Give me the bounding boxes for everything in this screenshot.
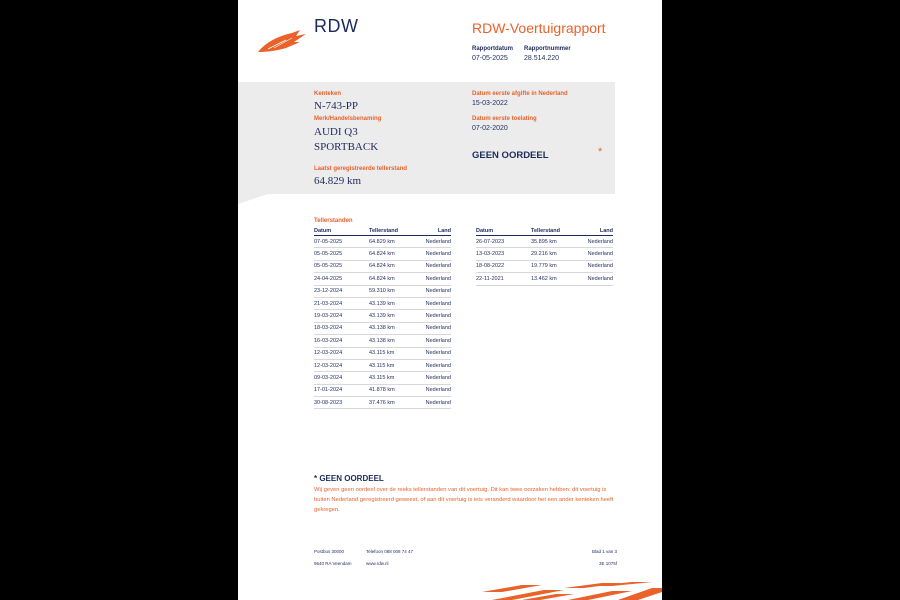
- table-row: [314, 273, 451, 285]
- cell-date: 19-03-2024: [314, 310, 369, 322]
- cell-date: 18-08-2022: [476, 260, 531, 272]
- cell-km: 29.216 km: [531, 248, 581, 260]
- cell-land: Nederland: [419, 248, 451, 260]
- cell-km: 37.476 km: [369, 397, 419, 409]
- table-row: [314, 248, 451, 260]
- report-number-label: Rapportnummer: [524, 46, 571, 52]
- cell-km: 43.115 km: [369, 347, 419, 359]
- cell-land: Nederland: [419, 359, 451, 371]
- table-row: [476, 260, 613, 272]
- table-row: [314, 322, 451, 334]
- cell-land: Nederland: [581, 273, 613, 285]
- odometer-rows-left: [314, 236, 451, 409]
- cell-land: Nederland: [419, 310, 451, 322]
- cell-date: 05-05-2025: [314, 260, 369, 272]
- table-row: [314, 285, 451, 297]
- last-odometer-label: Laatst geregistreerde tellerstand: [314, 166, 408, 172]
- odometer-rows-right: [476, 236, 613, 286]
- first-admission: 07-02-2020: [472, 125, 508, 132]
- footer-phone: Telefoon 088 008 74 47: [366, 549, 414, 554]
- column-header-km: Tellerstand: [369, 227, 419, 236]
- cell-km: 59.310 km: [369, 285, 419, 297]
- first-registration-nl: 15-03-2022: [472, 100, 508, 107]
- cell-land: Nederland: [419, 260, 451, 272]
- cell-km: 43.138 km: [369, 322, 419, 334]
- cell-land: Nederland: [581, 260, 613, 272]
- cell-date: 05-05-2025: [314, 248, 369, 260]
- column-header-land: Land: [581, 227, 613, 236]
- band-corner: [238, 194, 268, 204]
- cell-km: 19.779 km: [531, 260, 581, 272]
- cell-land: Nederland: [581, 236, 613, 248]
- cell-date: 22-11-2021: [476, 273, 531, 285]
- footer-page-number: Blad 1 van 3: [592, 549, 618, 554]
- note-title: * GEEN OORDEEL: [314, 474, 384, 483]
- cell-date: 18-03-2024: [314, 322, 369, 334]
- report-date-label: Rapportdatum: [472, 46, 513, 52]
- column-header-date: Datum: [476, 227, 531, 236]
- cell-land: Nederland: [419, 397, 451, 409]
- footer-code: 3E 1075f: [599, 561, 618, 566]
- report-number: 28.514.220: [524, 55, 560, 62]
- cell-date: 17-01-2024: [314, 384, 369, 396]
- rdw-bird-logo-icon: [256, 28, 308, 54]
- cell-land: Nederland: [419, 335, 451, 347]
- cell-km: 64.824 km: [369, 273, 419, 285]
- cell-date: 09-03-2024: [314, 372, 369, 384]
- note-text: Wij geven geen oordeel over de reeks tellerstanden van dit voertuig. Dit kan twee oorzaken hebben: dit voertuig is buiten Nederland geregistreerd geweest, of aan dit voertuig is iets veranderd waardoor het een ander kenteken heeft gekregen.: [314, 487, 614, 513]
- table-row: [314, 384, 451, 396]
- cell-date: 24-04-2025: [314, 273, 369, 285]
- cell-km: 43.115 km: [369, 359, 419, 371]
- table-row: [314, 236, 451, 248]
- cell-km: 35.895 km: [531, 236, 581, 248]
- cell-km: 43.139 km: [369, 310, 419, 322]
- cell-date: 23-12-2024: [314, 285, 369, 297]
- footer-website[interactable]: www.rdw.nl: [366, 561, 389, 566]
- cell-land: Nederland: [419, 273, 451, 285]
- table-header-row: [314, 227, 451, 236]
- table-row: [314, 297, 451, 309]
- cell-km: 43.115 km: [369, 372, 419, 384]
- make-line-2: SPORTBACK: [314, 141, 379, 153]
- cell-date: 21-03-2024: [314, 297, 369, 309]
- first-admission-label: Datum eerste toelating: [472, 116, 537, 122]
- report-title: RDW-Voertuigrapport: [472, 20, 606, 36]
- plate-label: Kenteken: [314, 91, 342, 97]
- make-line-1: AUDI Q3: [314, 126, 358, 138]
- cell-land: Nederland: [419, 384, 451, 396]
- footer-city: 9640 RA Veendam: [314, 561, 352, 566]
- column-header-land: Land: [419, 227, 451, 236]
- table-row: [314, 397, 451, 409]
- cell-km: 64.829 km: [369, 236, 419, 248]
- odometer-table-right: [476, 227, 613, 286]
- cell-km: 13.462 km: [531, 273, 581, 285]
- odometer-table-left: [314, 227, 451, 409]
- cell-date: 13-03-2023: [476, 248, 531, 260]
- table-row: [314, 359, 451, 371]
- cell-land: Nederland: [419, 347, 451, 359]
- cell-land: Nederland: [581, 248, 613, 260]
- cell-km: 43.139 km: [369, 297, 419, 309]
- cell-date: 26-07-2023: [476, 236, 531, 248]
- license-plate: N-743-PP: [314, 100, 359, 112]
- cell-date: 16-03-2024: [314, 335, 369, 347]
- table-row: [476, 236, 613, 248]
- cell-land: Nederland: [419, 372, 451, 384]
- verdict-star: *: [598, 146, 603, 158]
- cell-km: 64.824 km: [369, 248, 419, 260]
- report-date: 07-05-2025: [472, 55, 508, 62]
- table-row: [476, 273, 613, 285]
- table-row: [314, 335, 451, 347]
- footer-postbus: Postbus 30000: [314, 549, 345, 554]
- table-header-row: [476, 227, 613, 236]
- cell-date: 07-05-2025: [314, 236, 369, 248]
- vehicle-summary-band: [238, 82, 615, 194]
- table-row: [314, 260, 451, 272]
- table-row: [314, 372, 451, 384]
- cell-land: Nederland: [419, 285, 451, 297]
- cell-land: Nederland: [419, 297, 451, 309]
- brand-name: RDW: [314, 16, 359, 36]
- table-row: [314, 347, 451, 359]
- report-page: [238, 0, 662, 600]
- cell-km: 43.138 km: [369, 335, 419, 347]
- cell-km: 41.878 km: [369, 384, 419, 396]
- make-label: Merk/Handelsbenaming: [314, 116, 382, 122]
- first-registration-nl-label: Datum eerste afgifte in Nederland: [472, 91, 568, 97]
- rdw-stripes-decoration-icon: [482, 582, 662, 600]
- table-row: [476, 248, 613, 260]
- cell-km: 64.824 km: [369, 260, 419, 272]
- cell-date: 12-03-2024: [314, 359, 369, 371]
- cell-land: Nederland: [419, 322, 451, 334]
- cell-date: 30-08-2023: [314, 397, 369, 409]
- odometer-section-title: Tellerstanden: [314, 218, 353, 224]
- column-header-date: Datum: [314, 227, 369, 236]
- cell-land: Nederland: [419, 236, 451, 248]
- verdict: GEEN OORDEEL: [472, 150, 549, 161]
- column-header-km: Tellerstand: [531, 227, 581, 236]
- cell-date: 12-03-2024: [314, 347, 369, 359]
- table-row: [314, 310, 451, 322]
- last-odometer-value: 64.829 km: [314, 175, 362, 187]
